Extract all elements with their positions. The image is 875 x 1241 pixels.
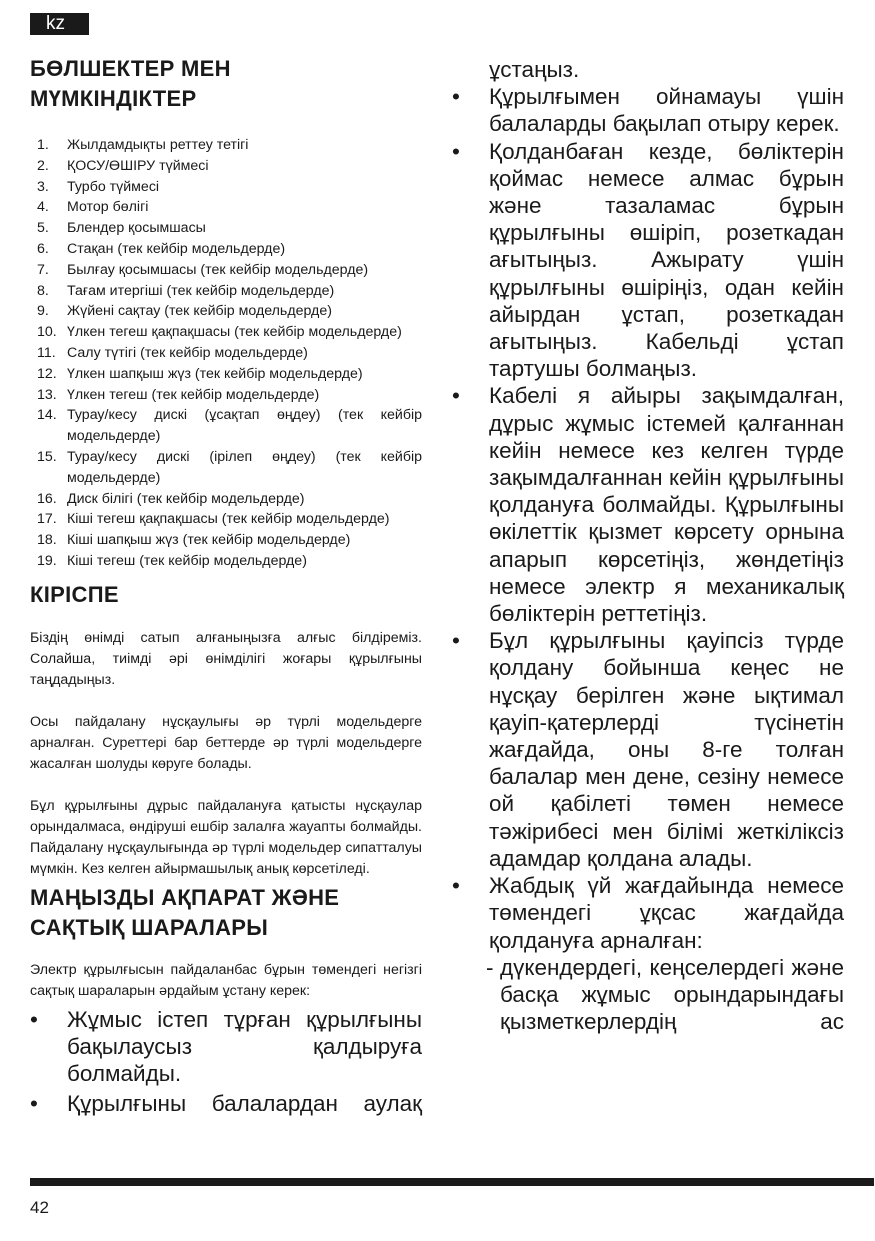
parts-item-number: 12. (37, 365, 57, 382)
safety-bullet-2-continued (452, 56, 844, 83)
parts-item-text: Кіші шапқыш жүз (тек кейбір модельдерде) (67, 532, 351, 549)
parts-item-number: 1. (37, 137, 49, 153)
bullet-mark: • (452, 138, 460, 164)
parts-item-number: 7. (37, 261, 49, 278)
heading-parts-line2: МҮМКІНДІКТЕР (30, 86, 197, 111)
safety-bullet-4 (452, 138, 844, 383)
parts-item-text: Мотор бөлігі (67, 199, 149, 216)
parts-list (30, 135, 422, 572)
dash-mark: - (486, 954, 494, 980)
parts-item-text: Блендер қосымшасы (67, 220, 206, 237)
intro-paragraph-1: Біздің өнімді сатып алғаныңызға алғыс білдіреміз. Солайша, тиімді әрі өнімділігі жоғары құрылғыны таңдадыңыз. (30, 629, 422, 688)
parts-item-text: Турау/кесу дискі (ірілеп өңдеу) (тек кейбір модельдерде) (67, 448, 422, 486)
heading-safety-line1: МАҢЫЗДЫ АҚПАРАТ ЖӘНЕ (30, 884, 340, 910)
parts-item-text: Стақан (тек кейбір модельдерде) (67, 240, 286, 257)
bullet-text: Жұмыс істеп тұрған құрылғыны бақылаусыз қалдыруға болмайды. (67, 1006, 422, 1087)
parts-item-text: Кіші тегеш қақпақшасы (тек кейбір модельдерде) (67, 511, 390, 528)
dash-text: дүкендердегі, кеңселердегі және басқа жұмыс орындарындағы қызметкерлердің ас (500, 954, 844, 1035)
parts-item-number: 13. (37, 386, 57, 403)
parts-item-number: 9. (37, 303, 49, 320)
bullet-text: Қолданбаған кезде, бөліктерін қоймас немесе алмас бұрын және тазаламас бұрын құрылғыны өшіріп, розеткадан ағытыңыз. Ажырату үшін құрылғыны өшіріңіз, одан кейін айырдан ұстап, розеткадан ағытыңыз. Кабельді ұстап тартушы болмаңыз. (489, 138, 844, 382)
parts-item-number: 19. (37, 552, 57, 569)
parts-item-text: Турау/кесу дискі (ұсақтап өңдеу) (тек кейбір модельдерде) (67, 407, 422, 445)
parts-list-item (30, 135, 422, 156)
parts-list-item (30, 218, 422, 239)
bullet-text: Бұл құрылғыны қауіпсіз түрде қолдану бойынша кеңес не нұсқау берілген және ықтимал қауіп-қатерлерді түсінетін жағдайда, оны 8-ге толған балалар мен дене, сезіну немесе ой қабілеті төмен немесе тәжірибесі мен білімі жеткіліксіз адамдар қолдана алады. (489, 628, 844, 871)
bullet-text: Жабдық үй жағдайында немесе төмендегі ұқсас жағдайда қолдануға арналған: (489, 873, 844, 953)
parts-list-item (30, 260, 422, 281)
parts-item-number: 2. (37, 157, 49, 174)
heading-safety-line2: САҚТЫҚ ШАРАЛАРЫ (30, 914, 269, 940)
parts-item-number: 14. (37, 407, 57, 424)
bullet-text: ұстаңыз. (489, 57, 580, 82)
parts-list-item (30, 343, 422, 364)
parts-item-text: Үлкен тегеш қақпақшасы (тек кейбір модельдерде) (67, 324, 402, 341)
parts-list-item (30, 405, 422, 447)
parts-list-item (30, 281, 422, 302)
parts-list-item (30, 509, 422, 530)
parts-list-item (30, 385, 422, 406)
parts-list-item (30, 447, 422, 489)
parts-item-number: 8. (37, 282, 49, 299)
parts-item-text: Кіші тегеш (тек кейбір модельдерде) (67, 552, 307, 569)
bullet-mark: • (452, 628, 460, 654)
parts-item-number: 16. (37, 490, 57, 507)
intro-paragraph-2: Осы пайдалану нұсқаулығы әр түрлі модельдерге арналған. Суреттері бар беттерде әр түрлі модельдерге жасалған шолуды көруге болады. (30, 713, 422, 772)
parts-item-text: Үлкен шапқыш жүз (тек кейбір модельдерде) (67, 365, 363, 382)
parts-item-text: Жүйені сақтау (тек кейбір модельдерде) (67, 303, 332, 320)
intro-paragraph-3: Бұл құрылғыны дұрыс пайдалануға қатысты нұсқаулар орындалмаса, өндіруші ешбір залалға жауапты болмайды. Пайдалану нұсқаулығында әр түрлі модельдер сипатталуы мүмкін. Кез келген айырмашылық анық көрсетіледі. (30, 797, 422, 877)
parts-item-number: 5. (37, 220, 49, 237)
heading-intro: КІРІСПЕ (30, 581, 119, 607)
parts-list-item (30, 364, 422, 385)
safety-dash-item-1 (452, 954, 844, 1036)
parts-item-text: Былғау қосымшасы (тек кейбір модельдерде) (67, 261, 369, 278)
parts-list-item (30, 530, 422, 551)
parts-item-number: 18. (37, 532, 57, 549)
parts-list-item (30, 489, 422, 510)
safety-bullet-1 (30, 1006, 422, 1088)
safety-bullet-2 (30, 1090, 422, 1117)
parts-list-item (30, 197, 422, 218)
parts-item-number: 3. (37, 178, 49, 195)
heading-safety (30, 883, 422, 943)
bullet-text: Кабелі я айыры зақымдалған, дұрыс жұмыс істемей қалғаннан кейін немесе кез келген түрде зақымдалғаннан кейін құрылғыны қолдануға болмайды. Құрылғыны өкілеттік қызмет көрсету орнына апарып көрсетіңіз, жөндетіңіз немесе электр я механикалық бөліктерін реттетіңіз. (489, 383, 844, 627)
parts-list-item (30, 551, 422, 572)
parts-item-text: ҚОСУ/ӨШІРУ түймесі (67, 157, 209, 174)
bullet-mark: • (452, 84, 460, 110)
safety-bullet-5 (452, 382, 844, 627)
parts-item-number: 10. (37, 324, 57, 341)
safety-bullet-6 (452, 627, 844, 872)
safety-bullet-7 (452, 872, 844, 954)
parts-item-text: Диск білігі (тек кейбір модельдерде) (67, 490, 305, 507)
bullet-mark: • (452, 383, 460, 409)
language-tag: kz (30, 13, 89, 35)
footer-rule (30, 1178, 874, 1186)
bullet-mark: • (30, 1091, 38, 1117)
parts-item-number: 15. (37, 448, 57, 465)
parts-item-text: Тағам итергіші (тек кейбір модельдерде) (67, 282, 335, 299)
parts-list-item (30, 322, 422, 343)
bullet-mark: • (30, 1006, 38, 1032)
parts-item-number: 6. (37, 240, 49, 257)
heading-parts (30, 54, 422, 114)
parts-list-item (30, 156, 422, 177)
safety-bullet-3 (452, 83, 844, 137)
parts-item-number: 4. (37, 199, 49, 216)
parts-list-item (30, 177, 422, 198)
heading-parts-line1: БӨЛШЕКТЕР МЕН (30, 56, 231, 81)
parts-item-text: Салу түтігі (тек кейбір модельдерде) (67, 344, 308, 361)
parts-item-text: Турбо түймесі (67, 178, 160, 195)
safety-intro: Электр құрылғысын пайдаланбас бұрын төмендегі негізгі сақтық шараларын әрдайым ұстану керек: (30, 961, 422, 999)
parts-item-text: Үлкен тегеш (тек кейбір модельдерде) (67, 386, 320, 403)
bullet-mark: • (452, 873, 460, 899)
left-column (30, 54, 422, 1118)
parts-item-text: Жылдамдықты реттеу тетігі (67, 137, 249, 153)
page-number: 42 (30, 1198, 49, 1217)
parts-item-number: 17. (37, 511, 57, 528)
bullet-text: Құрылғымен ойнамауы үшін балаларды бақылап отыру керек. (489, 84, 844, 137)
right-column (452, 56, 844, 1035)
parts-item-number: 11. (37, 344, 56, 361)
parts-list-item (30, 239, 422, 260)
bullet-text: Құрылғыны балалардан аулақ (67, 1091, 422, 1117)
parts-list-item (30, 301, 422, 322)
